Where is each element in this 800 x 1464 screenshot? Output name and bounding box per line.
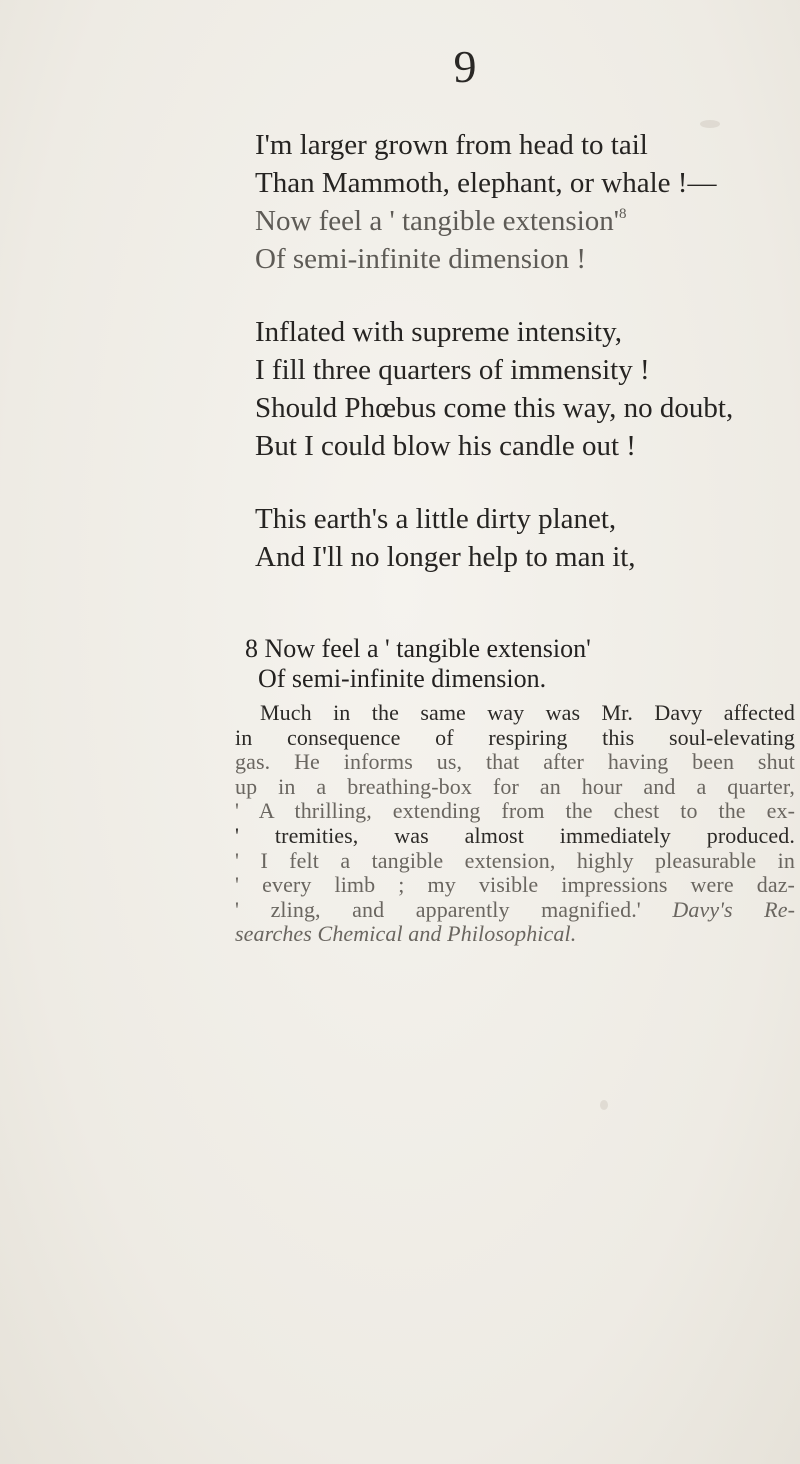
verse-line: This earth's a little dirty planet, <box>255 503 617 535</box>
stanza <box>255 313 775 465</box>
footnote-prose-line <box>235 898 795 923</box>
stanza <box>255 126 775 278</box>
footnote-verse-line: 8 Now feel a ' tangible extension' <box>245 634 591 663</box>
footnote-prose-line <box>235 922 795 947</box>
footnote-prose-line: in consequence of respiring this soul-elevating <box>235 724 795 750</box>
verse-line: But I could blow his candle out ! <box>255 430 636 462</box>
footnote-prose-line: ' I felt a tangible extension, highly pleasurable in <box>235 847 795 873</box>
quotation-end: ' zling, and apparently magnified.' <box>235 896 641 922</box>
verse-line: I fill three quarters of immensity ! <box>255 354 650 386</box>
verse-line: Inflated with supreme intensity, <box>255 316 622 348</box>
footnote-verse-line: Of semi-infinite dimension. <box>258 664 547 693</box>
footnote-prose-line: gas. He informs us, that after having been shut <box>235 749 795 775</box>
footnote-commentary <box>235 701 795 947</box>
verse-line: Should Phœbus come this way, no doubt, <box>255 392 734 424</box>
footnote <box>235 634 795 947</box>
verse-line: And I'll no longer help to man it, <box>255 541 636 573</box>
verse-line: Of semi-infinite dimension ! <box>255 243 587 275</box>
page-number: 9 <box>453 41 477 92</box>
footnote-prose-line: ' every limb ; my visible impressions were daz- <box>235 872 795 898</box>
footnote-prose-line: ' tremities, was almost immediately produced. <box>235 822 795 848</box>
footnote-prose-line: Much in the same way was Mr. Davy affected <box>260 700 795 725</box>
verse-line: I'm larger grown from head to tail <box>255 129 648 161</box>
verse-line: Now feel a ' tangible extension'$^8$ <box>255 205 627 237</box>
citation-part-2: searches Chemical and Philosophical. <box>235 921 577 947</box>
verse-line: Than Mammoth, elephant, or whale !— <box>255 167 717 199</box>
footnote-prose-line: ' A thrilling, extending from the chest to the ex- <box>235 798 795 824</box>
footnote-reference: 8 <box>618 206 627 222</box>
paper-blemish <box>600 1100 608 1110</box>
footnote-prose-line: up in a breathing-box for an hour and a quarter, <box>235 773 795 799</box>
poem <box>255 126 775 611</box>
stanza <box>255 500 775 576</box>
citation-part-1: Davy's Re- <box>672 896 795 922</box>
